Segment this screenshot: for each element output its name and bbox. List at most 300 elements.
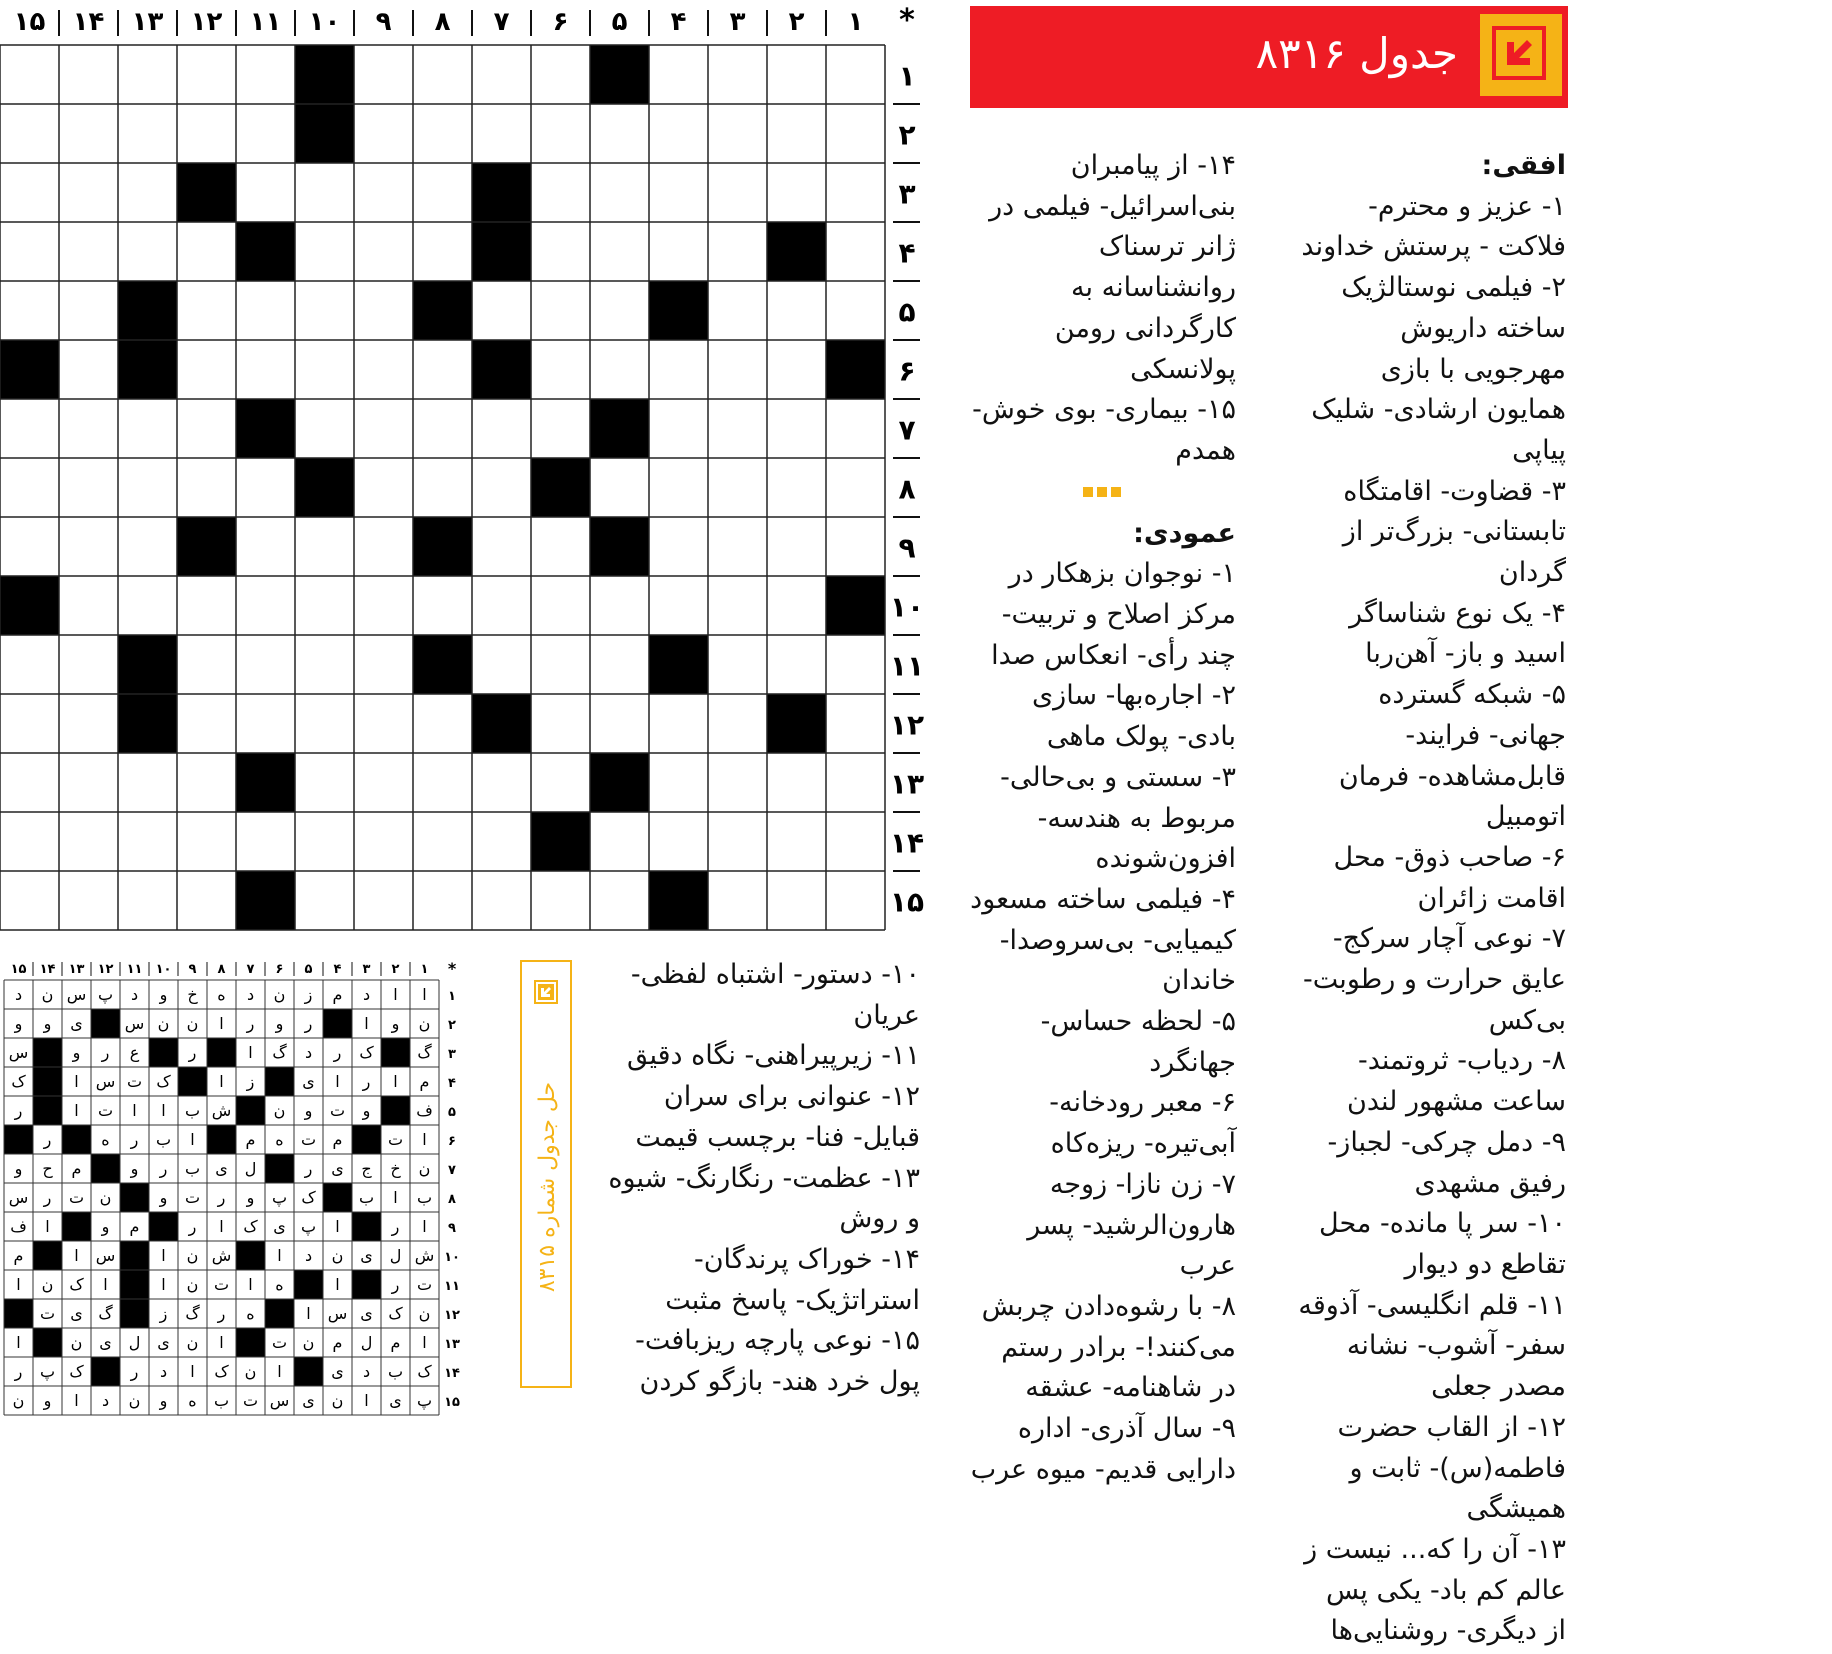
clue-item: ۹- سال آذری- اداره دارایی قدیم- میوه عرب [970, 1413, 1236, 1485]
grid-empty-cell[interactable] [354, 635, 413, 694]
grid-empty-cell[interactable] [413, 399, 472, 458]
grid-empty-cell[interactable] [177, 458, 236, 517]
grid-empty-cell[interactable] [354, 340, 413, 399]
solution-letter: پ [97, 985, 114, 1004]
solution-block-cell [33, 1328, 62, 1357]
grid-empty-cell[interactable] [59, 871, 118, 930]
grid-empty-cell[interactable] [413, 753, 472, 812]
grid-empty-cell[interactable] [826, 635, 885, 694]
grid-empty-cell[interactable] [531, 753, 590, 812]
grid-empty-cell[interactable] [767, 163, 826, 222]
solution-letter: ه [246, 1304, 255, 1323]
grid-block-cell [295, 45, 354, 104]
solution-letter: ل [389, 1246, 402, 1265]
grid-empty-cell[interactable] [0, 812, 59, 871]
solution-letter: ک [214, 1362, 229, 1381]
grid-empty-cell[interactable] [177, 871, 236, 930]
grid-empty-cell[interactable] [236, 458, 295, 517]
grid-empty-cell[interactable] [649, 576, 708, 635]
row-number: ۸ [898, 472, 916, 506]
grid-empty-cell[interactable] [59, 45, 118, 104]
solution-letter: م [129, 1217, 140, 1236]
grid-empty-cell[interactable] [590, 576, 649, 635]
grid-empty-cell[interactable] [413, 45, 472, 104]
grid-empty-cell[interactable] [413, 576, 472, 635]
grid-empty-cell[interactable] [354, 753, 413, 812]
solution-block-cell [265, 1154, 294, 1183]
solution-letter: ح [42, 1159, 53, 1178]
grid-empty-cell[interactable] [413, 694, 472, 753]
grid-empty-cell[interactable] [826, 281, 885, 340]
grid-empty-cell[interactable] [177, 222, 236, 281]
row-number: ۱۵ [889, 885, 925, 919]
grid-empty-cell[interactable] [354, 694, 413, 753]
solution-column-number: ۱۰ [155, 962, 172, 977]
solution-letter: ف [10, 1217, 27, 1236]
grid-empty-cell[interactable] [413, 340, 472, 399]
grid-empty-cell[interactable] [177, 104, 236, 163]
solution-label-box [520, 960, 572, 1388]
grid-empty-cell[interactable] [767, 871, 826, 930]
solution-letter: ا [248, 1275, 253, 1294]
grid-empty-cell[interactable] [0, 871, 59, 930]
horizontal-clue-list [1298, 187, 1566, 1652]
grid-empty-cell[interactable] [767, 399, 826, 458]
grid-empty-cell[interactable] [118, 517, 177, 576]
solution-letter: ا [161, 1246, 166, 1265]
grid-empty-cell[interactable] [0, 753, 59, 812]
grid-empty-cell[interactable] [413, 222, 472, 281]
grid-empty-cell[interactable] [0, 45, 59, 104]
grid-empty-cell[interactable] [590, 340, 649, 399]
grid-empty-cell[interactable] [826, 458, 885, 517]
grid-empty-cell[interactable] [413, 104, 472, 163]
grid-empty-cell[interactable] [649, 163, 708, 222]
grid-empty-cell[interactable] [472, 635, 531, 694]
solution-letter: ش [211, 1101, 232, 1120]
grid-block-cell [649, 871, 708, 930]
grid-empty-cell[interactable] [472, 517, 531, 576]
grid-empty-cell[interactable] [767, 576, 826, 635]
grid-empty-cell[interactable] [177, 812, 236, 871]
row-number: ۱۲ [889, 708, 925, 742]
grid-empty-cell[interactable] [59, 753, 118, 812]
clue-item: ۷- زن نازا- زوجه هارون‌الرشید- پسر عرب [1027, 1168, 1236, 1282]
grid-block-cell [236, 871, 295, 930]
grid-empty-cell[interactable] [59, 281, 118, 340]
grid-empty-cell[interactable] [177, 694, 236, 753]
solution-letter: ر [391, 1275, 400, 1294]
solution-letter: ا [74, 1101, 79, 1120]
grid-empty-cell[interactable] [59, 812, 118, 871]
grid-empty-cell[interactable] [708, 871, 767, 930]
grid-empty-cell[interactable] [295, 517, 354, 576]
grid-empty-cell[interactable] [59, 635, 118, 694]
grid-empty-cell[interactable] [472, 104, 531, 163]
row-number: ۱ [898, 59, 916, 93]
grid-empty-cell[interactable] [531, 340, 590, 399]
grid-empty-cell[interactable] [177, 281, 236, 340]
grid-empty-cell[interactable] [236, 163, 295, 222]
solution-letter: ن [41, 985, 54, 1004]
grid-empty-cell[interactable] [354, 576, 413, 635]
solution-letter: و [43, 1014, 52, 1033]
grid-empty-cell[interactable] [236, 517, 295, 576]
solution-block-cell [120, 1270, 149, 1299]
grid-empty-cell[interactable] [708, 45, 767, 104]
solution-letter: پ [39, 1362, 56, 1381]
grid-empty-cell[interactable] [295, 281, 354, 340]
solution-letter: و [275, 1014, 284, 1033]
grid-empty-cell[interactable] [826, 517, 885, 576]
grid-empty-cell[interactable] [767, 45, 826, 104]
solution-letter: ل [244, 1159, 257, 1178]
grid-empty-cell[interactable] [0, 635, 59, 694]
solution-letter: ز [246, 1072, 255, 1091]
grid-empty-cell[interactable] [295, 753, 354, 812]
solution-letter: ا [335, 1217, 340, 1236]
solution-letter: ا [161, 1275, 166, 1294]
solution-row-number: ۱۰ [444, 1250, 460, 1265]
grid-empty-cell[interactable] [118, 163, 177, 222]
grid-empty-cell[interactable] [354, 104, 413, 163]
grid-empty-cell[interactable] [826, 104, 885, 163]
grid-empty-cell[interactable] [708, 635, 767, 694]
grid-empty-cell[interactable] [767, 635, 826, 694]
grid-empty-cell[interactable] [531, 517, 590, 576]
grid-empty-cell[interactable] [354, 45, 413, 104]
grid-block-cell [472, 694, 531, 753]
solution-letter: ن [157, 1014, 170, 1033]
solution-letter: د [159, 1362, 168, 1381]
section-divider [968, 487, 1236, 497]
solution-letter: ن [186, 1333, 199, 1352]
grid-empty-cell[interactable] [354, 222, 413, 281]
grid-empty-cell[interactable] [413, 871, 472, 930]
solution-letter: س [95, 1072, 116, 1091]
solution-letter: ا [219, 1333, 224, 1352]
grid-empty-cell[interactable] [0, 222, 59, 281]
solution-letter: ن [244, 1362, 257, 1381]
grid-empty-cell[interactable] [0, 163, 59, 222]
grid-empty-cell[interactable] [354, 871, 413, 930]
solution-letter: ب [184, 1159, 201, 1178]
grid-empty-cell[interactable] [767, 281, 826, 340]
column-number: ۴ [670, 7, 687, 37]
grid-empty-cell[interactable] [118, 104, 177, 163]
solution-letter: ی [331, 1362, 344, 1381]
grid-empty-cell[interactable] [708, 812, 767, 871]
grid-empty-cell[interactable] [295, 399, 354, 458]
solution-column-number: ۸ [217, 962, 226, 977]
solution-letter: ک [388, 1304, 403, 1323]
grid-empty-cell[interactable] [118, 812, 177, 871]
grid-empty-cell[interactable] [236, 45, 295, 104]
solution-letter: ک [69, 1275, 84, 1294]
grid-empty-cell[interactable] [59, 222, 118, 281]
grid-block-cell [118, 694, 177, 753]
grid-empty-cell[interactable] [767, 458, 826, 517]
grid-empty-cell[interactable] [826, 694, 885, 753]
grid-empty-cell[interactable] [295, 163, 354, 222]
row-number: ۱۳ [889, 767, 925, 801]
grid-empty-cell[interactable] [59, 458, 118, 517]
grid-empty-cell[interactable] [590, 281, 649, 340]
grid-empty-cell[interactable] [0, 458, 59, 517]
grid-empty-cell[interactable] [59, 340, 118, 399]
grid-empty-cell[interactable] [531, 222, 590, 281]
clue-item: ۱۱- قلم انگلیسی- آذوقه سفر- آشوب- نشانه مصدر جعلی [1298, 1289, 1566, 1403]
solution-letter: س [8, 1188, 29, 1207]
grid-block-cell [295, 104, 354, 163]
clue-column-middle [968, 146, 1236, 1491]
grid-empty-cell[interactable] [236, 576, 295, 635]
grid-empty-cell[interactable] [118, 45, 177, 104]
solution-letter: و [159, 1391, 168, 1410]
grid-empty-cell[interactable] [531, 399, 590, 458]
solution-letter: س [66, 985, 87, 1004]
solution-letter: س [95, 1246, 116, 1265]
grid-empty-cell[interactable] [59, 576, 118, 635]
grid-empty-cell[interactable] [0, 694, 59, 753]
solution-letter: ر [246, 1014, 255, 1033]
grid-empty-cell[interactable] [767, 812, 826, 871]
solution-letter: ن [12, 1391, 25, 1410]
solution-letter: ف [416, 1101, 433, 1120]
clue-item: ۴- یک نوع شناساگر اسید و باز- آهن‌ربا [1349, 597, 1566, 670]
grid-empty-cell[interactable] [118, 222, 177, 281]
column-number: ۱۵ [13, 7, 46, 37]
solution-block-cell [265, 1299, 294, 1328]
grid-empty-cell[interactable] [472, 871, 531, 930]
solution-letter: ن [273, 985, 286, 1004]
grid-empty-cell[interactable] [531, 635, 590, 694]
row-number: ۱۴ [889, 826, 925, 860]
grid-empty-cell[interactable] [354, 399, 413, 458]
grid-empty-cell[interactable] [472, 458, 531, 517]
grid-block-cell [118, 340, 177, 399]
grid-empty-cell[interactable] [708, 458, 767, 517]
grid-empty-cell[interactable] [354, 163, 413, 222]
solution-letter: د [101, 1391, 110, 1410]
grid-empty-cell[interactable] [236, 812, 295, 871]
grid-empty-cell[interactable] [826, 399, 885, 458]
grid-block-cell [472, 163, 531, 222]
grid-empty-cell[interactable] [118, 753, 177, 812]
column-number: ۸ [434, 7, 451, 37]
solution-letter: ت [416, 1275, 433, 1294]
grid-empty-cell[interactable] [177, 576, 236, 635]
grid-empty-cell[interactable] [649, 340, 708, 399]
grid-empty-cell[interactable] [708, 694, 767, 753]
grid-empty-cell[interactable] [354, 517, 413, 576]
grid-empty-cell[interactable] [413, 458, 472, 517]
grid-empty-cell[interactable] [59, 517, 118, 576]
grid-empty-cell[interactable] [590, 458, 649, 517]
grid-empty-cell[interactable] [531, 576, 590, 635]
grid-empty-cell[interactable] [472, 753, 531, 812]
grid-empty-cell[interactable] [590, 812, 649, 871]
grid-block-cell [236, 399, 295, 458]
grid-empty-cell[interactable] [590, 871, 649, 930]
row-number: ۲ [898, 118, 916, 152]
solution-letter: گ [272, 1043, 287, 1062]
grid-empty-cell[interactable] [649, 104, 708, 163]
grid-empty-cell[interactable] [295, 871, 354, 930]
solution-letter: گ [98, 1304, 113, 1323]
grid-empty-cell[interactable] [118, 399, 177, 458]
grid-empty-cell[interactable] [531, 694, 590, 753]
grid-empty-cell[interactable] [649, 45, 708, 104]
solution-letter: خ [187, 985, 198, 1004]
grid-empty-cell[interactable] [354, 458, 413, 517]
grid-empty-cell[interactable] [531, 163, 590, 222]
solution-letter: ا [277, 1362, 282, 1381]
grid-empty-cell[interactable] [767, 517, 826, 576]
grid-empty-cell[interactable] [708, 104, 767, 163]
grid-empty-cell[interactable] [295, 812, 354, 871]
grid-empty-cell[interactable] [531, 871, 590, 930]
solution-letter: ا [161, 1101, 166, 1120]
grid-empty-cell[interactable] [708, 753, 767, 812]
grid-empty-cell[interactable] [177, 635, 236, 694]
grid-empty-cell[interactable] [708, 576, 767, 635]
solution-block-cell [149, 1038, 178, 1067]
grid-empty-cell[interactable] [826, 871, 885, 930]
grid-empty-cell[interactable] [590, 222, 649, 281]
grid-empty-cell[interactable] [295, 635, 354, 694]
grid-empty-cell[interactable] [295, 694, 354, 753]
clue-item: ۵- لحظه حساس- جهانگرد [1040, 1006, 1236, 1078]
grid-empty-cell[interactable] [590, 635, 649, 694]
grid-block-cell [236, 753, 295, 812]
grid-empty-cell[interactable] [295, 576, 354, 635]
grid-block-cell [118, 635, 177, 694]
grid-empty-cell[interactable] [826, 45, 885, 104]
solution-letter: گ [417, 1043, 432, 1062]
solution-row-number: ۱۱ [444, 1279, 460, 1294]
grid-empty-cell[interactable] [118, 458, 177, 517]
grid-empty-cell[interactable] [590, 104, 649, 163]
grid-empty-cell[interactable] [0, 104, 59, 163]
grid-empty-cell[interactable] [236, 340, 295, 399]
grid-empty-cell[interactable] [649, 458, 708, 517]
grid-empty-cell[interactable] [177, 45, 236, 104]
solution-column-number: ۷ [246, 962, 255, 977]
grid-block-cell [177, 163, 236, 222]
grid-empty-cell[interactable] [177, 340, 236, 399]
solution-block-cell [33, 1241, 62, 1270]
grid-empty-cell[interactable] [767, 340, 826, 399]
grid-empty-cell[interactable] [295, 222, 354, 281]
grid-empty-cell[interactable] [649, 222, 708, 281]
solution-letter: ی [215, 1159, 228, 1178]
solution-letter: ب [387, 1362, 404, 1381]
grid-empty-cell[interactable] [0, 517, 59, 576]
solution-row-number: ۵ [448, 1105, 456, 1120]
grid-empty-cell[interactable] [531, 281, 590, 340]
grid-empty-cell[interactable] [649, 812, 708, 871]
grid-empty-cell[interactable] [649, 694, 708, 753]
grid-empty-cell[interactable] [472, 45, 531, 104]
solution-letter: د [246, 985, 255, 1004]
solution-letter: ن [418, 1014, 431, 1033]
grid-empty-cell[interactable] [767, 104, 826, 163]
solution-letter: ت [97, 1101, 114, 1120]
grid-empty-cell[interactable] [413, 163, 472, 222]
grid-empty-cell[interactable] [826, 222, 885, 281]
grid-empty-cell[interactable] [236, 694, 295, 753]
grid-empty-cell[interactable] [118, 871, 177, 930]
grid-empty-cell[interactable] [708, 340, 767, 399]
grid-empty-cell[interactable] [236, 635, 295, 694]
solution-letter: پ [271, 1188, 288, 1207]
solution-letter: ا [422, 985, 427, 1004]
grid-empty-cell[interactable] [59, 694, 118, 753]
grid-empty-cell[interactable] [0, 281, 59, 340]
grid-empty-cell[interactable] [649, 399, 708, 458]
grid-empty-cell[interactable] [413, 812, 472, 871]
grid-empty-cell[interactable] [236, 104, 295, 163]
grid-empty-cell[interactable] [59, 104, 118, 163]
solution-letter: د [304, 1043, 313, 1062]
solution-letter: ر [333, 1043, 342, 1062]
grid-empty-cell[interactable] [708, 281, 767, 340]
row-number: ۱۱ [889, 649, 925, 683]
grid-empty-cell[interactable] [708, 163, 767, 222]
grid-empty-cell[interactable] [767, 753, 826, 812]
clue-item: ۱۵- نوعی پارچه ریزبافت- پول خرد هند- بازگو کردن [635, 1325, 920, 1398]
grid-empty-cell[interactable] [0, 399, 59, 458]
solution-row-number: ۱۳ [444, 1337, 460, 1352]
grid-empty-cell[interactable] [826, 812, 885, 871]
solution-letter: س [327, 1304, 348, 1323]
grid-empty-cell[interactable] [472, 812, 531, 871]
grid-empty-cell[interactable] [531, 104, 590, 163]
grid-empty-cell[interactable] [354, 812, 413, 871]
grid-empty-cell[interactable] [708, 517, 767, 576]
grid-empty-cell[interactable] [826, 753, 885, 812]
grid-empty-cell[interactable] [295, 340, 354, 399]
grid-empty-cell[interactable] [472, 281, 531, 340]
grid-empty-cell[interactable] [590, 163, 649, 222]
grid-empty-cell[interactable] [708, 222, 767, 281]
grid-empty-cell[interactable] [354, 281, 413, 340]
grid-empty-cell[interactable] [177, 399, 236, 458]
grid-empty-cell[interactable] [708, 399, 767, 458]
grid-empty-cell[interactable] [177, 753, 236, 812]
grid-block-cell [590, 517, 649, 576]
grid-empty-cell[interactable] [826, 163, 885, 222]
grid-empty-cell[interactable] [59, 163, 118, 222]
solution-letter: و [159, 985, 168, 1004]
solution-block-cell [323, 1009, 352, 1038]
grid-empty-cell[interactable] [472, 576, 531, 635]
grid-empty-cell[interactable] [649, 753, 708, 812]
grid-empty-cell[interactable] [236, 281, 295, 340]
grid-empty-cell[interactable] [590, 694, 649, 753]
solution-letter: ی [360, 1246, 373, 1265]
grid-empty-cell[interactable] [118, 576, 177, 635]
solution-block-cell [33, 1067, 62, 1096]
solution-letter: ب [184, 1101, 201, 1120]
grid-empty-cell[interactable] [531, 45, 590, 104]
solution-letter: ن [273, 1101, 286, 1120]
grid-empty-cell[interactable] [472, 399, 531, 458]
grid-empty-cell[interactable] [59, 399, 118, 458]
grid-block-cell [413, 281, 472, 340]
grid-empty-cell[interactable] [649, 517, 708, 576]
